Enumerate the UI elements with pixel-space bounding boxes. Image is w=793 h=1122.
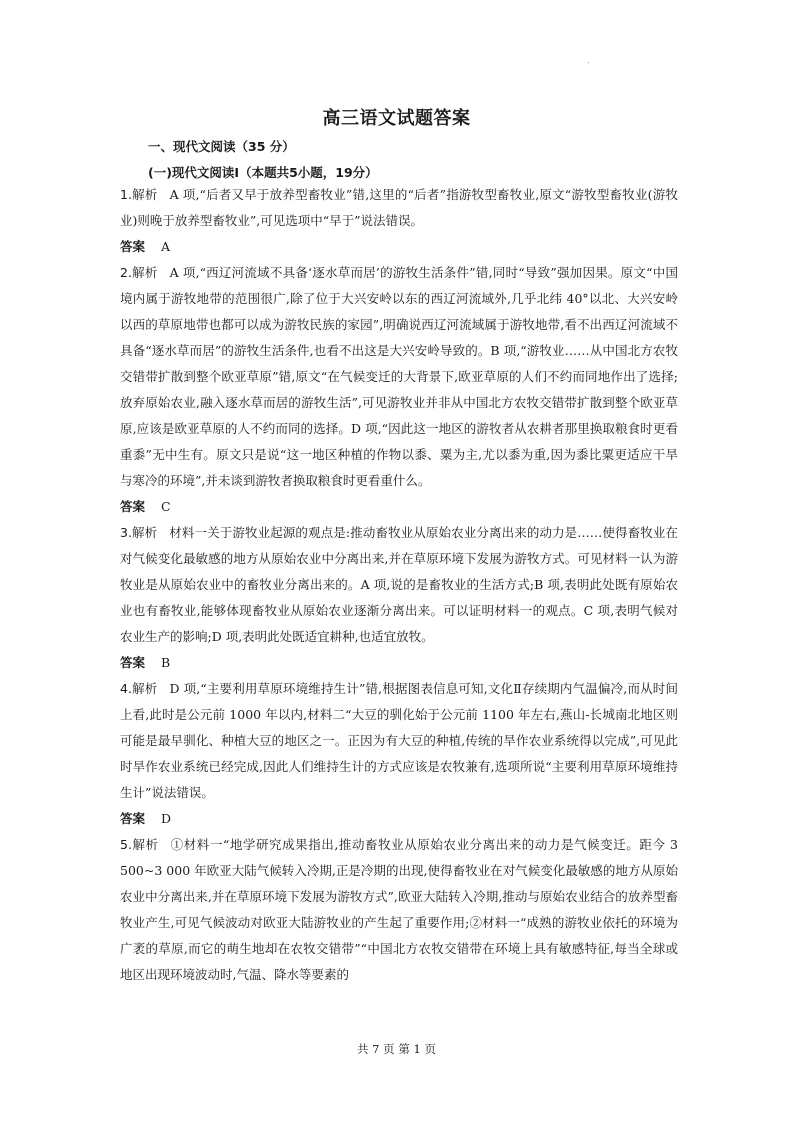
- answer-1: [120, 234, 678, 260]
- explanation-label: 5.解析: [120, 837, 159, 852]
- answer-3: [120, 650, 678, 676]
- explanation-text: A 项,“西辽河流域不具备‘逐水草而居’的游牧生活条件”错,同时“导致”强加因果。原文“中国境内属于游牧地带的范围很广,除了位于大兴安岭以东的西辽河流域外,几乎北纬 40°以北、大兴安岭以西的草原地带也都可以成为游牧民族的家园”,明确说西辽河流域属于游牧地带,看不出西辽河流域不具备“逐水草而居”的游牧生活条件,也看不出这是大兴安岭导致的。B 项,“游牧业……从中国北方农牧交错带扩散到整个欧亚草原”错,原文“在气候变迁的大背景下,欧亚草原的人们不约而同地作出了选择;放弃原始农业,融入逐水草而居的游牧生活”,可见游牧业并非从中国北方农牧交错带扩散到整个欧亚草原,应该是欧亚草原的人不约而同的选择。D 项,“因此这一地区的游牧者从农耕者那里换取粮食时更看重黍”无中生有。原文只是说“这一地区种植的作物以黍、粟为主,尤以黍为重,因为黍比粟更适应干旱与寒冷的环境”,并未谈到游牧者换取粮食时更看重什么。: [120, 265, 678, 488]
- answer-4: [120, 806, 678, 832]
- explanation-label: 2.解析: [120, 265, 158, 280]
- explanation-label: 1.解析: [120, 187, 158, 202]
- answer-value: D: [161, 811, 172, 826]
- answer-label: 答案: [120, 655, 146, 670]
- answer-2: [120, 494, 678, 520]
- explanation-1: [120, 182, 678, 234]
- explanation-text: D 项,“主要利用草原环境维持生计”错,根据图表信息可知,文化Ⅱ存续期内气温偏冷,而从时间上看,此时是公元前 1000 年以内,材料二“大豆的驯化始于公元前 1100 年左右,燕山-长城南北地区则可能是最早驯化、种植大豆的地区之一。正因为有大豆的种植,传统的旱作农业系统得以完成”,可见此时旱作农业系统已经完成,因此人们维持生计的方式应该是农牧兼有,选项所说“主要利用草原环境维持生计”说法错误。: [120, 681, 678, 800]
- answer-label: 答案: [120, 239, 146, 254]
- explanation-text: A 项,“后者又早于放养型畜牧业”错,这里的“后者”指游牧型畜牧业,原文“游牧型畜牧业(游牧业)则晚于放养型畜牧业”,可见选项中“早于”说法错误。: [120, 187, 678, 228]
- explanation-3: [120, 520, 678, 650]
- explanation-2: [120, 260, 678, 494]
- page-footer: 共 7 页 第 1 页: [357, 1042, 436, 1056]
- scan-speck: [588, 62, 589, 63]
- answer-label: 答案: [120, 499, 146, 514]
- page-title: 高三语文试题答案: [322, 108, 471, 129]
- answer-label: 答案: [120, 811, 146, 826]
- explanation-text: ①材料一“地学研究成果指出,推动畜牧业从原始农业分离出来的动力是气候变迁。距今 3 500~3 000 年欧亚大陆气候转入冷期,正是冷期的出现,使得畜牧业在对气候变化最敏感的地方从原始农业中分离出来,并在草原环境下发展为游牧方式”,欧亚大陆转入冷期,推动与原始农业结合的放养型畜牧业产生,可见气候波动对欧亚大陆游牧业的产生起了重要作用;②材料一“成熟的游牧业依托的环境为广袤的草原,而它的萌生地却在农牧交错带”“中国北方农牧交错带在环境上具有敏感特征,每当全球或地区出现环境波动时,气温、降水等要素的: [120, 837, 678, 982]
- subsection-heading: (一)现代文阅读Ⅰ（本题共5小题，19分）: [148, 165, 378, 180]
- explanation-4: [120, 676, 678, 806]
- answer-value: B: [161, 655, 171, 670]
- answer-value: A: [161, 239, 171, 254]
- answer-body: [120, 182, 678, 988]
- explanation-label: 3.解析: [120, 525, 158, 540]
- section-heading: 一、现代文阅读（35 分）: [148, 139, 295, 154]
- explanation-label: 4.解析: [120, 681, 158, 696]
- answer-value: C: [161, 499, 171, 514]
- explanation-5: [120, 832, 678, 988]
- explanation-text: 材料一关于游牧业起源的观点是:推动畜牧业从原始农业分离出来的动力是……使得畜牧业在对气候变化最敏感的地方从原始农业中分离出来,并在草原环境下发展为游牧方式。可见材料一认为游牧业是从原始农业中的畜牧业分离出来的。A 项,说的是畜牧业的生活方式;B 项,表明此处既有原始农业也有畜牧业,能够体现畜牧业从原始农业逐渐分离出来。可以证明材料一的观点。C 项,表明气候对农业生产的影响;D 项,表明此处既适宜耕种,也适宜放牧。: [120, 525, 678, 644]
